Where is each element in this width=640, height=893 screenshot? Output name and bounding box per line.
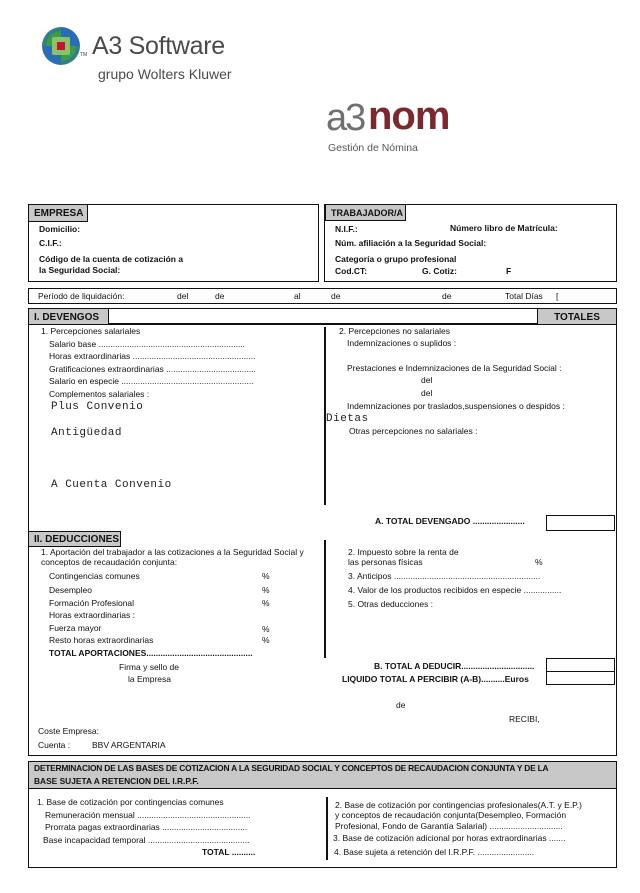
- total-aportaciones: TOTAL APORTACIONES.............................................: [49, 648, 253, 658]
- periodo-del: del: [177, 291, 189, 301]
- company-name: A3 Software: [92, 32, 225, 60]
- coste-empresa-label: Coste Empresa:: [38, 726, 99, 736]
- salariales-title: 1. Percepciones salariales: [41, 326, 141, 336]
- periodo-label: Período de liquidación:: [38, 291, 125, 301]
- fecha-de: de: [396, 700, 406, 710]
- base-horas-extra: 3. Base de cotización adicional por horas extraordinarias .......: [333, 833, 566, 843]
- g-cotiz-label: G. Cotiz:: [422, 266, 457, 276]
- devengos-header: I. DEVENGOS: [28, 308, 109, 325]
- deducciones-divider-line: [324, 540, 326, 658]
- aportacion-title-1: 1. Aportación del trabajador a las cotizaciones a la Seguridad Social y: [41, 547, 304, 557]
- prestaciones-del-1: del: [421, 375, 433, 385]
- complementos-label: Complementos salariales :: [49, 389, 150, 399]
- total-dias-label: Total Días: [505, 291, 543, 301]
- liquido-total-label: LIQUIDO TOTAL A PERCIBIR (A-B)..........Euros: [342, 674, 529, 684]
- prestaciones-ss: Prestaciones e Indemnizaciones de la Seguridad Social :: [347, 363, 562, 373]
- prestaciones-del-2: del: [421, 388, 433, 398]
- bases-header-line-1: DETERMINACION DE LAS BASES DE COTIZACION A LA SEGURIDAD SOCIAL Y CONCEPTOS DE RECAUDACION CONJUNTA Y DE LA: [34, 763, 549, 773]
- irpf-pct: %: [535, 557, 543, 567]
- trademark: TM: [80, 52, 88, 58]
- indemnizaciones-suplidos: Indemnizaciones o suplidos :: [347, 338, 457, 348]
- base-profesionales-1: 2. Base de cotización por contingencias profesionales(A.T. y E.P.): [335, 800, 582, 810]
- cuenta-label: Cuenta :: [38, 740, 71, 750]
- bases-divider-line: [326, 797, 328, 860]
- periodo-de-2: de: [331, 291, 341, 301]
- total-devengado-field[interactable]: [546, 515, 615, 531]
- irpf-label-1: 2. Impuesto sobre la renta de: [348, 547, 459, 557]
- devengos-header-line: [109, 323, 537, 325]
- desempleo: Desempleo: [49, 585, 92, 595]
- cif-label: C.I.F.:: [39, 238, 62, 248]
- f-label: F: [506, 266, 512, 276]
- domicilio-label: Domicilio:: [39, 224, 81, 234]
- product-prefix: a3: [326, 97, 365, 139]
- num-afiliacion-label: Núm. afiliación a la Seguridad Social:: [335, 238, 487, 248]
- valor-productos: 4. Valor de los productos recibidos en especie ................: [348, 585, 562, 595]
- base-irpf: 4. Base sujeta a retención del I.R.P.F. ........................: [334, 847, 535, 857]
- resto-horas: Resto horas extraordinarias: [49, 635, 154, 645]
- anticipos: 3. Anticipos ..............................................................: [348, 571, 541, 581]
- horas-extra-row: Horas extraordinarias ....................................................: [49, 351, 256, 361]
- cod-ct-label: Cod.CT:: [335, 266, 368, 276]
- product-subtitle: Gestión de Nómina: [328, 142, 418, 154]
- base-incapacidad: Base incapacidad temporal ...........................................: [43, 835, 250, 845]
- salario-especie-row: Salario en especie ........................................................: [49, 376, 254, 386]
- desempleo-pct: %: [262, 585, 270, 595]
- remuneracion-mensual: Remuneración mensual ................................................: [45, 810, 251, 820]
- empresa-header: EMPRESA: [28, 204, 88, 222]
- company-group: grupo Wolters Kluwer: [98, 66, 232, 82]
- codigo-cuenta-label-1: Código de la cuenta de cotización a: [39, 254, 184, 264]
- total-deducir-label: B. TOTAL A DEDUCIR...............................: [374, 661, 535, 671]
- complemento-plus-convenio: Plus Convenio: [51, 401, 144, 413]
- prorrata-pagas: Prorrata pagas extraordinarias ....................................: [45, 822, 248, 832]
- firma-label-1: Firma y sello de: [119, 662, 179, 672]
- bases-total: TOTAL ..........: [202, 847, 256, 857]
- salario-base-row: Salario base ..............................................................: [49, 339, 246, 349]
- indemnizaciones-traslados: Indemnizaciones por traslados,suspensiones o despidos :: [347, 401, 565, 411]
- total-dias-bracket: [: [556, 291, 559, 301]
- irpf-label-2: las personas físicas: [348, 557, 423, 567]
- complemento-antiguedad: Antigüedad: [51, 427, 123, 439]
- formacion-profesional: Formación Profesional: [49, 598, 135, 608]
- bases-header-line-2: BASE SUJETA A RETENCION DEL I.R.P.F.: [34, 776, 199, 786]
- globe-logo-center: [57, 42, 65, 50]
- numero-libro-label: Número libro de Matrícula:: [450, 223, 558, 233]
- nif-label: N.I.F.:: [335, 224, 358, 234]
- gratificaciones-row: Gratificaciones extraordinarias ......................................: [49, 364, 256, 374]
- dietas-value: Dietas: [326, 413, 369, 425]
- fuerza-mayor: Fuerza mayor: [49, 623, 102, 633]
- periodo-de-3: de: [442, 291, 452, 301]
- complemento-a-cuenta-convenio: A Cuenta Convenio: [51, 479, 172, 491]
- fuerza-mayor-pct: %: [262, 624, 270, 634]
- trabajador-header: TRABAJADOR/A: [325, 204, 406, 221]
- contingencias-comunes: Contingencias comunes: [49, 571, 140, 581]
- total-devengado-label: A. TOTAL DEVENGADO ......................: [375, 516, 525, 526]
- deducciones-header: II. DEDUCCIONES: [28, 531, 121, 547]
- aportacion-title-2: conceptos de recaudación conjunta:: [41, 557, 178, 567]
- codigo-cuenta-label-2: la Seguridad Social:: [39, 265, 121, 275]
- formacion-profesional-pct: %: [262, 598, 270, 608]
- periodo-de-1: de: [215, 291, 225, 301]
- categoria-label: Categoría o grupo profesional: [335, 254, 457, 264]
- base-profesionales-3: Profesional, Fondo de Garantía Salarial) ...............................: [335, 821, 563, 831]
- firma-label-2: la Empresa: [128, 674, 171, 684]
- otras-percepciones: Otras percepciones no salariales :: [349, 426, 478, 436]
- periodo-al: al: [294, 291, 301, 301]
- cuenta-value: BBV ARGENTARIA: [92, 740, 166, 750]
- totales-header: TOTALES: [537, 308, 617, 325]
- no-salariales-title: 2. Percepciones no salariales: [339, 326, 451, 336]
- horas-extraordinarias: Horas extraordinarias :: [49, 610, 135, 620]
- contingencias-comunes-pct: %: [262, 571, 270, 581]
- liquido-total-field[interactable]: [546, 671, 615, 685]
- otras-deducciones: 5. Otras deducciones :: [348, 599, 434, 609]
- product-name: nom: [368, 94, 450, 138]
- base-contingencias-comunes-title: 1. Base de cotización por contingencias comunes: [37, 797, 224, 807]
- total-deducir-field[interactable]: [546, 658, 615, 672]
- base-profesionales-2: y conceptos de recaudación conjunta(Desempleo, Formación: [335, 810, 567, 820]
- recibi-label: RECIBI,: [509, 714, 540, 724]
- resto-horas-pct: %: [262, 635, 270, 645]
